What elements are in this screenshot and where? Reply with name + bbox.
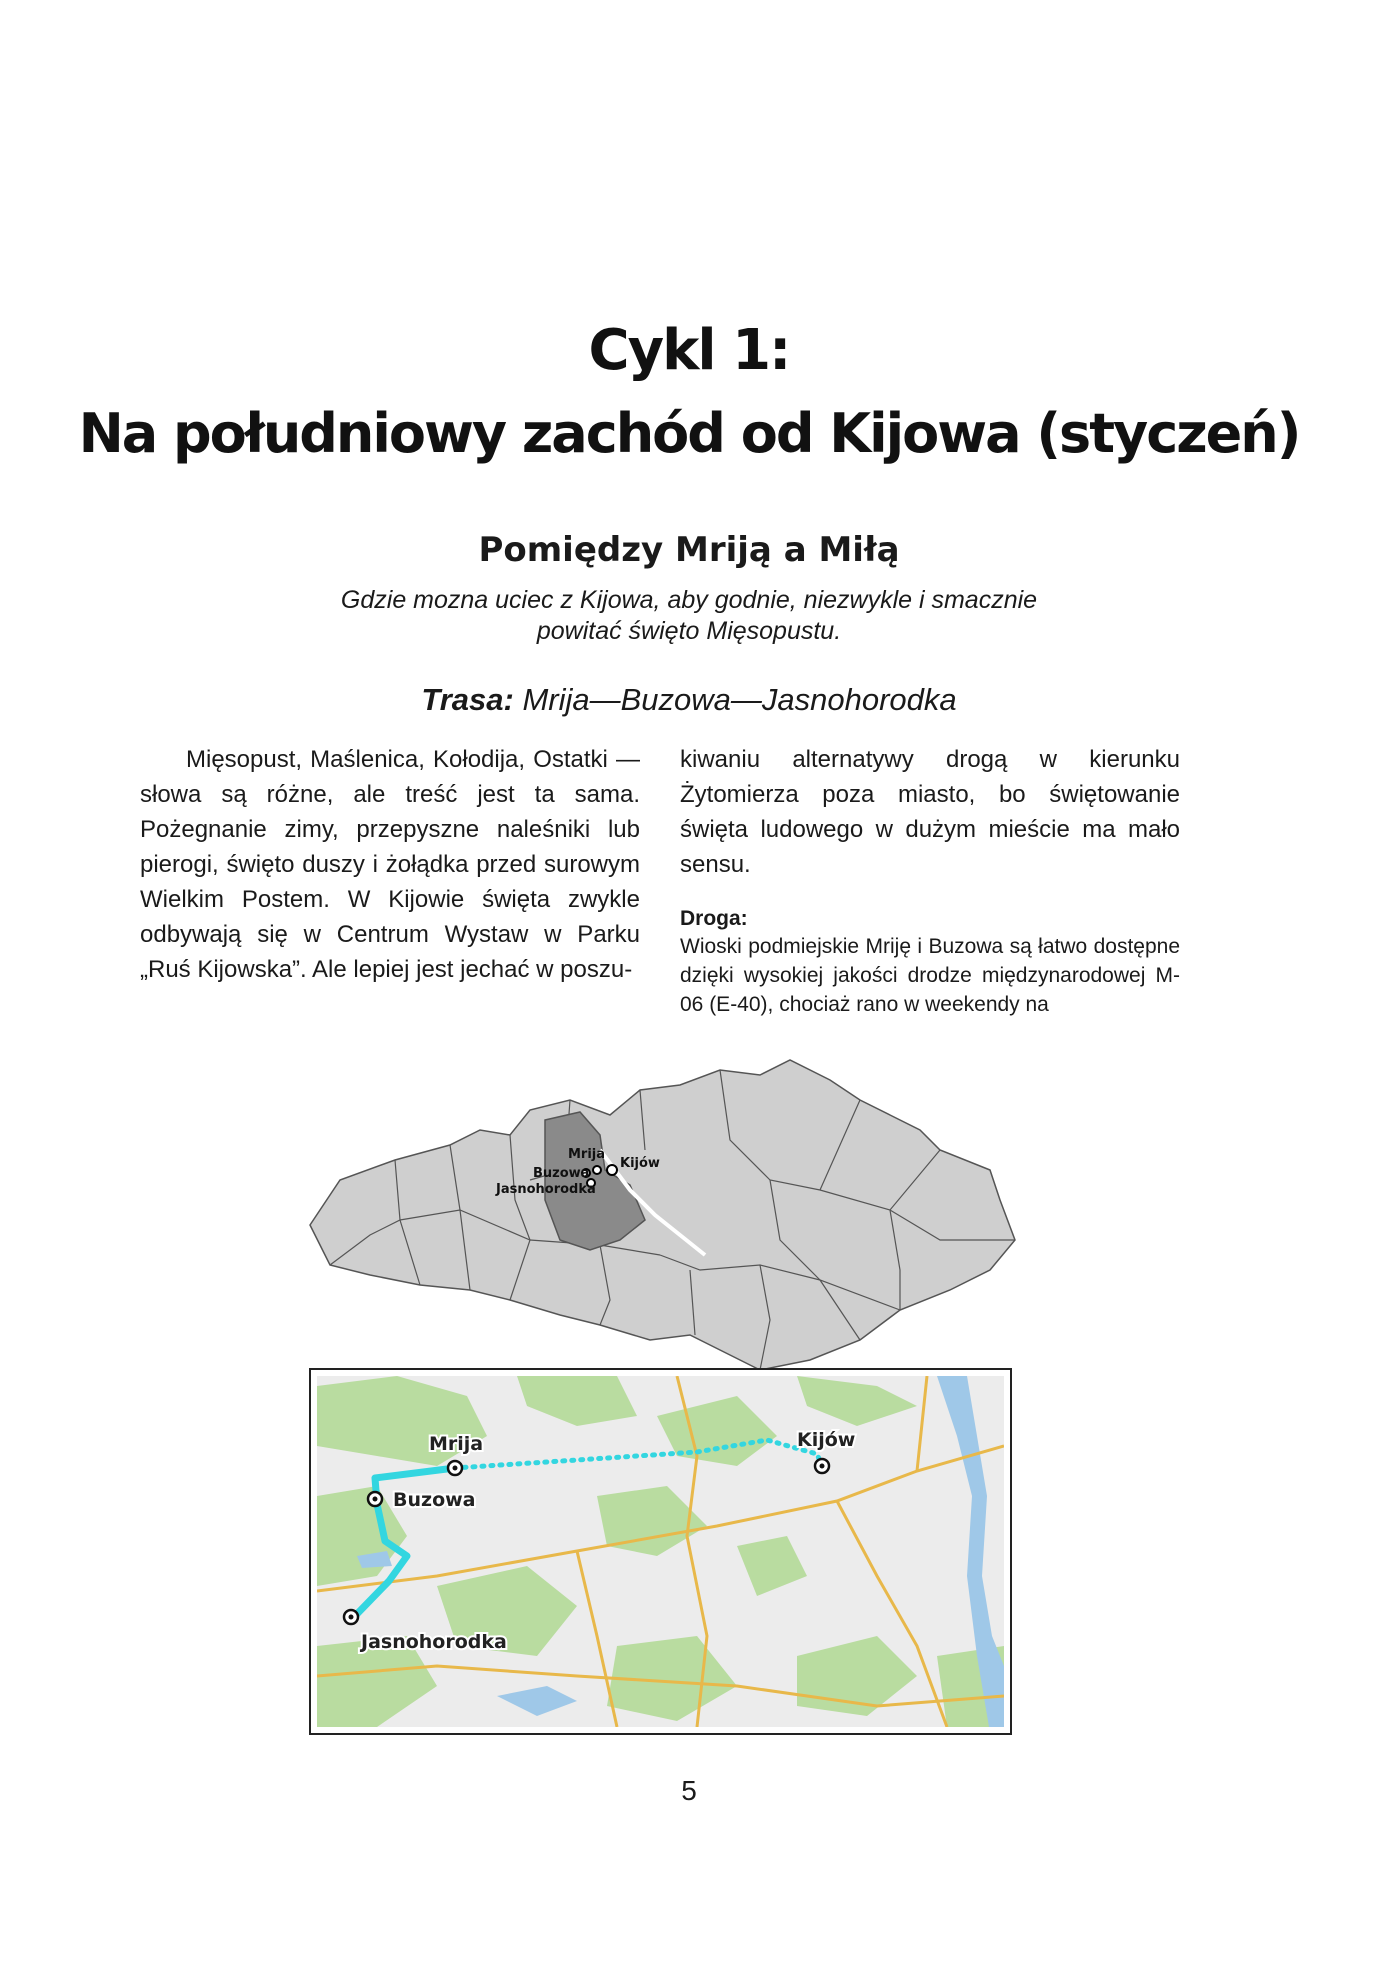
section-lead	[0, 585, 1378, 647]
lead-line: Gdzie mozna uciec z Kijowa, aby godnie, niezwykle i smacznie	[340, 586, 1038, 614]
page-number: 5	[681, 1775, 697, 1806]
route-line	[0, 682, 1378, 718]
body-paragraph: kiwaniu alternatywy drogą w kierunku Żytomierza poza miasto, bo świętowanie święta ludowego w dużym mieście ma mało sensu.	[680, 746, 1180, 878]
mrija-marker	[593, 1166, 601, 1174]
lead-line: powitać święto Mięsopustu.	[536, 617, 842, 645]
label-buzowa: Buzowa	[533, 1166, 590, 1181]
droga-heading: Droga:	[680, 907, 748, 930]
route-map-frame	[309, 1368, 1012, 1735]
label-jasnohorodka: Jasnohorodka	[496, 1182, 596, 1197]
body-paragraph: Mięsopust, Maślenica, Kołodija, Ostatki — słowa są różne, ale treść jest ta sama. Pożegnanie zimy, przepyszne naleśniki lub pierogi, święto duszy i żołądka przed surowym Wielkim Postem. W Kijowie święta zwykle odbywają się w Centrum Wystaw w Parku „Ruś Kijowska”. Ale lepiej jest jechać w poszu-	[140, 746, 640, 983]
route-label-mrija: Mrija	[429, 1433, 484, 1455]
label-mrija: Mrija	[568, 1147, 606, 1162]
region-shapes	[310, 1060, 1015, 1370]
droga-paragraph: Wioski podmiejskie Mriję i Buzowa są łatwo dostępne dzięki wysokiej jakości drodze międzynarodowej M-06 (E-40), chociaż rano w weekendy na	[680, 935, 1180, 1016]
label-kijow: Kijów	[620, 1156, 660, 1171]
route-value: Mrija—Buzowa—Jasnohorodka	[513, 682, 957, 717]
kijow-marker	[607, 1165, 617, 1175]
chapter-title: Na południowy zachód od Kijowa (styczeń)	[78, 402, 1300, 465]
section-title: Pomiędzy Mriją a Miłą	[478, 530, 900, 570]
map-region	[310, 1060, 1015, 1370]
route-detail-map	[317, 1376, 1004, 1727]
route-label: Trasa:	[421, 682, 514, 717]
cycle-title: Cykl 1:	[588, 318, 790, 383]
text-column-left	[140, 742, 640, 987]
route-label-kijow: Kijów	[797, 1429, 856, 1451]
text-column-right	[680, 742, 1180, 1019]
route-label-buzowa: Buzowa	[393, 1489, 476, 1511]
ukraine-overview-map	[300, 1040, 1020, 1380]
route-label-jasnohorodka: Jasnohorodka	[361, 1631, 507, 1653]
